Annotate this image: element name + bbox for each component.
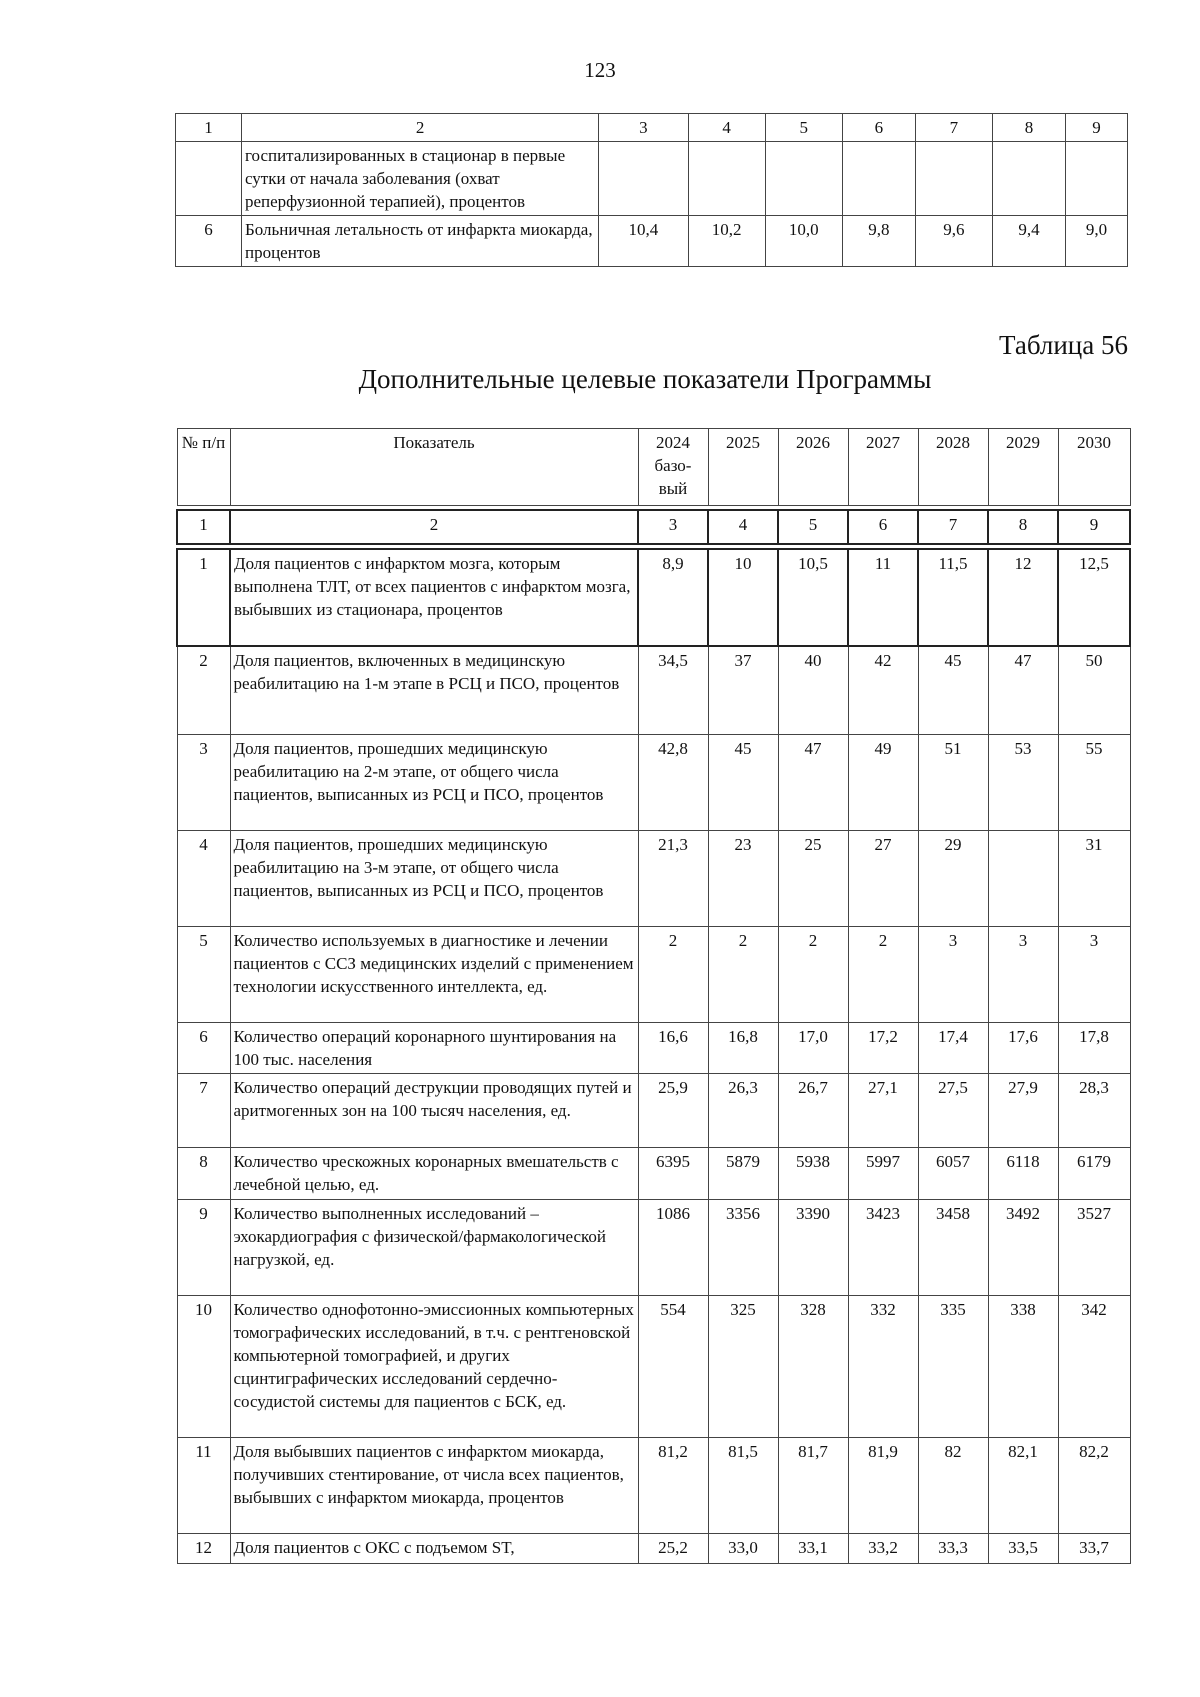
value-cell: 10,5 <box>778 549 848 646</box>
row-number: 8 <box>177 1147 230 1199</box>
header-year: 2029 <box>988 429 1058 506</box>
value-cell: 45 <box>918 646 988 734</box>
value-cell: 27,1 <box>848 1073 918 1147</box>
value-cell: 82 <box>918 1437 988 1533</box>
value-cell: 9,6 <box>915 216 992 267</box>
value-cell <box>599 142 688 216</box>
value-cell: 81,7 <box>778 1437 848 1533</box>
value-cell: 6118 <box>988 1147 1058 1199</box>
value-cell: 31 <box>1058 830 1130 926</box>
value-cell: 328 <box>778 1295 848 1437</box>
indicator-text: Количество выполненных исследований – эхокардиография с физической/фармакологической нагрузкой, ед. <box>230 1199 638 1295</box>
indicator-text: Доля выбывших пациентов с инфарктом миокарда, получивших стентирование, от числа всех пациентов, выбывших с инфарктом миокарда, процентов <box>230 1437 638 1533</box>
value-cell: 33,1 <box>778 1533 848 1563</box>
value-cell: 53 <box>988 734 1058 830</box>
indicator-text: Доля пациентов, включенных в медицинскую реабилитацию на 1-м этапе в РСЦ и ПСО, процентов <box>230 646 638 734</box>
value-cell: 3458 <box>918 1199 988 1295</box>
value-cell: 21,3 <box>638 830 708 926</box>
value-cell: 2 <box>708 926 778 1022</box>
header-year: 2026 <box>778 429 848 506</box>
indicator-text: Количество операций деструкции проводящих путей и аритмогенных зон на 100 тысяч населения, ед. <box>230 1073 638 1147</box>
value-cell: 335 <box>918 1295 988 1437</box>
indicator-text: Доля пациентов, прошедших медицинскую реабилитацию на 3-м этапе, от общего числа пациентов, выписанных из РСЦ и ПСО, процентов <box>230 830 638 926</box>
value-cell: 3 <box>918 926 988 1022</box>
indicator-text: Больничная летальность от инфаркта миокарда, процентов <box>241 216 598 267</box>
value-cell: 25,2 <box>638 1533 708 1563</box>
value-cell: 47 <box>778 734 848 830</box>
col-number: 1 <box>177 510 230 544</box>
value-cell: 338 <box>988 1295 1058 1437</box>
table-row <box>177 549 1130 646</box>
value-cell <box>988 830 1058 926</box>
indicator-text: Количество используемых в диагностике и лечении пациентов с ССЗ медицинских изделий с применением технологии искусственного интеллекта, ед. <box>230 926 638 1022</box>
value-cell: 49 <box>848 734 918 830</box>
value-cell: 23 <box>708 830 778 926</box>
value-cell: 11 <box>848 549 918 646</box>
value-cell: 3423 <box>848 1199 918 1295</box>
row-number: 10 <box>177 1295 230 1437</box>
value-cell: 17,2 <box>848 1022 918 1073</box>
value-cell: 51 <box>918 734 988 830</box>
value-cell: 332 <box>848 1295 918 1437</box>
value-cell: 25,9 <box>638 1073 708 1147</box>
value-cell: 33,0 <box>708 1533 778 1563</box>
col-number: 2 <box>241 114 598 142</box>
col-number: 5 <box>778 510 848 544</box>
header-num: № п/п <box>177 429 230 506</box>
col-number: 1 <box>176 114 242 142</box>
value-cell: 27 <box>848 830 918 926</box>
column-numbers-row <box>177 510 1130 544</box>
value-cell <box>688 142 765 216</box>
value-cell: 554 <box>638 1295 708 1437</box>
indicator-text: Доля пациентов с ОКС с подъемом ST, <box>230 1533 638 1563</box>
col-number: 8 <box>988 510 1058 544</box>
value-cell <box>915 142 992 216</box>
value-cell: 40 <box>778 646 848 734</box>
table-row <box>177 734 1130 830</box>
continuation-header-row <box>176 114 1128 142</box>
value-cell: 33,3 <box>918 1533 988 1563</box>
header-year: 2024 базо-вый <box>638 429 708 506</box>
value-cell: 3356 <box>708 1199 778 1295</box>
col-number: 6 <box>842 114 915 142</box>
col-number: 3 <box>599 114 688 142</box>
value-cell: 33,5 <box>988 1533 1058 1563</box>
table-row <box>176 142 1128 216</box>
header-year: 2025 <box>708 429 778 506</box>
row-number: 5 <box>177 926 230 1022</box>
indicator-text: Доля пациентов с инфарктом мозга, которым выполнена ТЛТ, от всех пациентов с инфарктом мозга, выбывших из стационара, процентов <box>230 549 638 646</box>
table-row <box>177 1022 1130 1073</box>
row-number: 2 <box>177 646 230 734</box>
value-cell: 1086 <box>638 1199 708 1295</box>
col-number: 8 <box>992 114 1065 142</box>
value-cell: 33,2 <box>848 1533 918 1563</box>
table-row <box>177 1533 1130 1563</box>
value-cell: 27,5 <box>918 1073 988 1147</box>
value-cell: 81,9 <box>848 1437 918 1533</box>
col-number: 3 <box>638 510 708 544</box>
value-cell: 3 <box>1058 926 1130 1022</box>
indicator-text: Доля пациентов, прошедших медицинскую реабилитацию на 2-м этапе, от общего числа пациентов, выписанных из РСЦ и ПСО, процентов <box>230 734 638 830</box>
value-cell: 25 <box>778 830 848 926</box>
table-title: Дополнительные целевые показатели Программы <box>358 364 932 394</box>
value-cell: 325 <box>708 1295 778 1437</box>
value-cell: 50 <box>1058 646 1130 734</box>
value-cell: 81,5 <box>708 1437 778 1533</box>
table-row <box>177 646 1130 734</box>
value-cell: 5997 <box>848 1147 918 1199</box>
page-number: 123 <box>584 58 616 82</box>
value-cell: 342 <box>1058 1295 1130 1437</box>
value-cell: 5938 <box>778 1147 848 1199</box>
continuation-table <box>175 113 1128 267</box>
value-cell: 12 <box>988 549 1058 646</box>
value-cell: 33,7 <box>1058 1533 1130 1563</box>
value-cell: 55 <box>1058 734 1130 830</box>
value-cell: 6179 <box>1058 1147 1130 1199</box>
value-cell: 37 <box>708 646 778 734</box>
value-cell: 26,3 <box>708 1073 778 1147</box>
table-row <box>177 1295 1130 1437</box>
value-cell: 47 <box>988 646 1058 734</box>
row-number: 7 <box>177 1073 230 1147</box>
value-cell: 27,9 <box>988 1073 1058 1147</box>
value-cell: 16,6 <box>638 1022 708 1073</box>
indicator-text: Количество операций коронарного шунтирования на 100 тыс. населения <box>230 1022 638 1073</box>
row-number: 6 <box>177 1022 230 1073</box>
value-cell: 26,7 <box>778 1073 848 1147</box>
header-indicator: Показатель <box>230 429 638 506</box>
indicators-table <box>176 428 1131 1564</box>
row-number: 4 <box>177 830 230 926</box>
value-cell: 2 <box>778 926 848 1022</box>
value-cell: 5879 <box>708 1147 778 1199</box>
value-cell: 17,0 <box>778 1022 848 1073</box>
value-cell <box>992 142 1065 216</box>
table-row <box>177 1073 1130 1147</box>
table-row <box>177 1147 1130 1199</box>
col-number: 7 <box>915 114 992 142</box>
table-row <box>177 926 1130 1022</box>
value-cell: 42 <box>848 646 918 734</box>
table-label: Таблица 56 <box>999 330 1128 360</box>
value-cell: 82,2 <box>1058 1437 1130 1533</box>
value-cell: 17,8 <box>1058 1022 1130 1073</box>
value-cell: 2 <box>848 926 918 1022</box>
value-cell <box>1066 142 1128 216</box>
value-cell: 9,0 <box>1066 216 1128 267</box>
table-row <box>177 1437 1130 1533</box>
value-cell: 9,4 <box>992 216 1065 267</box>
header-year: 2030 <box>1058 429 1130 506</box>
value-cell: 3492 <box>988 1199 1058 1295</box>
value-cell: 45 <box>708 734 778 830</box>
col-number: 4 <box>688 114 765 142</box>
value-cell: 9,8 <box>842 216 915 267</box>
row-number <box>176 142 242 216</box>
value-cell: 16,8 <box>708 1022 778 1073</box>
col-number: 6 <box>848 510 918 544</box>
value-cell: 3390 <box>778 1199 848 1295</box>
col-number: 9 <box>1058 510 1130 544</box>
table-row <box>177 830 1130 926</box>
value-cell: 42,8 <box>638 734 708 830</box>
value-cell <box>765 142 842 216</box>
col-number: 7 <box>918 510 988 544</box>
value-cell: 10,2 <box>688 216 765 267</box>
value-cell: 28,3 <box>1058 1073 1130 1147</box>
table-row <box>176 216 1128 267</box>
value-cell: 8,9 <box>638 549 708 646</box>
indicator-text: Количество однофотонно-эмиссионных компьютерных томографических исследований, в т.ч. с рентгеновской компьютерной томографией, и других сцинтиграфических исследований сердечно-сосудистой системы для пациентов с БСК, ед. <box>230 1295 638 1437</box>
value-cell: 17,4 <box>918 1022 988 1073</box>
value-cell: 34,5 <box>638 646 708 734</box>
value-cell: 6395 <box>638 1147 708 1199</box>
value-cell <box>842 142 915 216</box>
col-number: 5 <box>765 114 842 142</box>
col-number: 4 <box>708 510 778 544</box>
value-cell: 12,5 <box>1058 549 1130 646</box>
value-cell: 10 <box>708 549 778 646</box>
header-row <box>177 429 1130 506</box>
row-number: 12 <box>177 1533 230 1563</box>
value-cell: 11,5 <box>918 549 988 646</box>
row-number: 6 <box>176 216 242 267</box>
row-number: 1 <box>177 549 230 646</box>
row-number: 11 <box>177 1437 230 1533</box>
header-year: 2028 <box>918 429 988 506</box>
value-cell: 10,0 <box>765 216 842 267</box>
value-cell: 6057 <box>918 1147 988 1199</box>
indicator-text: Количество чрескожных коронарных вмешательств с лечебной целью, ед. <box>230 1147 638 1199</box>
indicator-text: госпитализированных в стационар в первые сутки от начала заболевания (охват реперфузионной терапией), процентов <box>241 142 598 216</box>
row-number: 9 <box>177 1199 230 1295</box>
value-cell: 2 <box>638 926 708 1022</box>
value-cell: 10,4 <box>599 216 688 267</box>
value-cell: 29 <box>918 830 988 926</box>
value-cell: 81,2 <box>638 1437 708 1533</box>
value-cell: 82,1 <box>988 1437 1058 1533</box>
value-cell: 17,6 <box>988 1022 1058 1073</box>
value-cell: 3 <box>988 926 1058 1022</box>
table-row <box>177 1199 1130 1295</box>
row-number: 3 <box>177 734 230 830</box>
col-number: 9 <box>1066 114 1128 142</box>
header-year: 2027 <box>848 429 918 506</box>
col-number: 2 <box>230 510 638 544</box>
value-cell: 3527 <box>1058 1199 1130 1295</box>
